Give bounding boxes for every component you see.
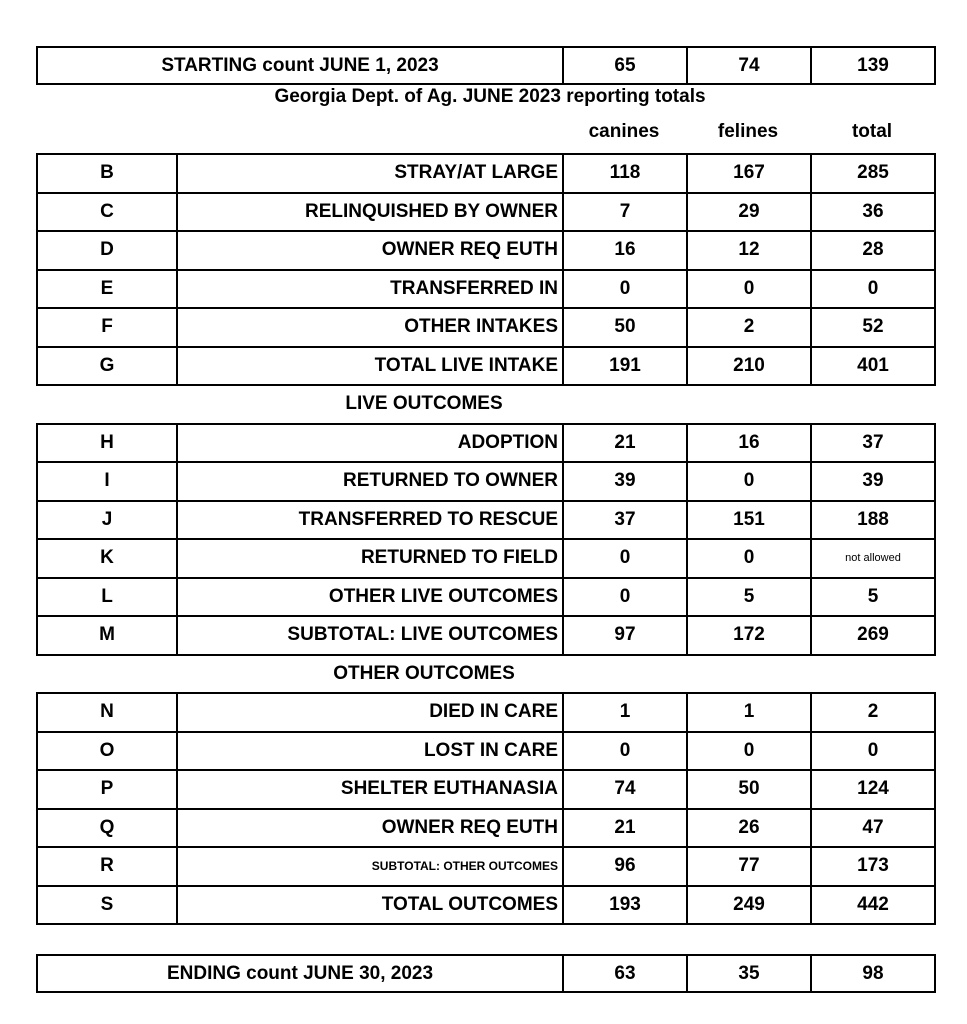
row-code: P — [37, 770, 177, 809]
table-row — [37, 616, 935, 655]
row-total: 28 — [811, 231, 935, 270]
table-row — [37, 809, 935, 848]
report-table — [36, 153, 936, 925]
section-spacer — [811, 385, 935, 424]
row-felines: 210 — [687, 347, 811, 386]
row-code: I — [37, 462, 177, 501]
row-felines: 12 — [687, 231, 811, 270]
table-row — [37, 847, 935, 886]
row-code: R — [37, 847, 177, 886]
row-total: 52 — [811, 308, 935, 347]
other-outcomes-heading: OTHER OUTCOMES — [333, 662, 515, 684]
row-canines: 0 — [563, 578, 687, 617]
row-canines: 193 — [563, 886, 687, 925]
row-label: RETURNED TO FIELD — [177, 539, 563, 578]
row-label: OTHER LIVE OUTCOMES — [177, 578, 563, 617]
ending-canines: 63 — [563, 955, 687, 992]
row-canines: 118 — [563, 154, 687, 193]
row-label: DIED IN CARE — [177, 693, 563, 732]
row-label: STRAY/AT LARGE — [177, 154, 563, 193]
starting-felines: 74 — [687, 47, 811, 84]
row-label: LOST IN CARE — [177, 732, 563, 771]
starting-total: 139 — [811, 47, 935, 84]
row-total: 36 — [811, 193, 935, 232]
row-code: K — [37, 539, 177, 578]
row-code: J — [37, 501, 177, 540]
live-outcomes-heading-row — [37, 385, 935, 424]
row-code: Q — [37, 809, 177, 848]
ending-count-label: ENDING count JUNE 30, 2023 — [37, 955, 563, 992]
table-row — [37, 693, 935, 732]
header-canines: canines — [588, 121, 660, 142]
row-code: F — [37, 308, 177, 347]
table-row — [37, 270, 935, 309]
row-felines: 16 — [687, 424, 811, 463]
ending-count-table — [36, 954, 936, 993]
row-label: SUBTOTAL: LIVE OUTCOMES — [177, 616, 563, 655]
table-row — [37, 732, 935, 771]
table-row — [37, 193, 935, 232]
row-label: TOTAL LIVE INTAKE — [177, 347, 563, 386]
row-total: 124 — [811, 770, 935, 809]
table-row — [37, 886, 935, 925]
row-canines: 21 — [563, 809, 687, 848]
table-row — [37, 539, 935, 578]
row-canines: 7 — [563, 193, 687, 232]
section-spacer — [811, 655, 935, 694]
header-total: total — [851, 121, 893, 142]
row-total: 188 — [811, 501, 935, 540]
row-felines: 0 — [687, 539, 811, 578]
row-canines: 74 — [563, 770, 687, 809]
row-total: 401 — [811, 347, 935, 386]
row-total: 5 — [811, 578, 935, 617]
row-code: D — [37, 231, 177, 270]
row-canines: 0 — [563, 539, 687, 578]
row-label: TRANSFERRED IN — [177, 270, 563, 309]
row-canines: 50 — [563, 308, 687, 347]
row-felines: 50 — [687, 770, 811, 809]
row-code: B — [37, 154, 177, 193]
row-canines: 21 — [563, 424, 687, 463]
header-felines: felines — [717, 121, 779, 142]
report-title: Georgia Dept. of Ag. JUNE 2023 reporting totals — [274, 86, 706, 107]
row-canines: 0 — [563, 732, 687, 771]
row-felines: 172 — [687, 616, 811, 655]
table-row — [37, 501, 935, 540]
row-felines: 5 — [687, 578, 811, 617]
live-outcomes-heading: LIVE OUTCOMES — [345, 393, 503, 415]
row-code: H — [37, 424, 177, 463]
table-row — [37, 154, 935, 193]
ending-felines: 35 — [687, 955, 811, 992]
row-label: OWNER REQ EUTH — [177, 809, 563, 848]
row-total: 0 — [811, 270, 935, 309]
table-row — [37, 770, 935, 809]
row-label: RETURNED TO OWNER — [177, 462, 563, 501]
row-felines: 29 — [687, 193, 811, 232]
table-row — [37, 462, 935, 501]
row-canines: 0 — [563, 270, 687, 309]
table-row — [37, 578, 935, 617]
row-total: 39 — [811, 462, 935, 501]
row-felines: 249 — [687, 886, 811, 925]
row-label: ADOPTION — [177, 424, 563, 463]
row-felines: 0 — [687, 732, 811, 771]
row-canines: 39 — [563, 462, 687, 501]
row-total: 285 — [811, 154, 935, 193]
table-row — [37, 231, 935, 270]
table-row — [37, 308, 935, 347]
row-label: TRANSFERRED TO RESCUE — [177, 501, 563, 540]
row-total: 37 — [811, 424, 935, 463]
row-felines: 167 — [687, 154, 811, 193]
row-felines: 1 — [687, 693, 811, 732]
other-outcomes-heading-row — [37, 655, 935, 694]
row-code: C — [37, 193, 177, 232]
row-felines: 151 — [687, 501, 811, 540]
row-code: L — [37, 578, 177, 617]
starting-count-label: STARTING count JUNE 1, 2023 — [37, 47, 563, 84]
row-canines: 16 — [563, 231, 687, 270]
row-code: N — [37, 693, 177, 732]
row-total: 269 — [811, 616, 935, 655]
row-canines: 97 — [563, 616, 687, 655]
row-total: not allowed — [811, 539, 935, 578]
row-canines: 1 — [563, 693, 687, 732]
row-code: O — [37, 732, 177, 771]
row-total: 47 — [811, 809, 935, 848]
row-felines: 26 — [687, 809, 811, 848]
row-canines: 191 — [563, 347, 687, 386]
row-total: 173 — [811, 847, 935, 886]
starting-count-table — [36, 46, 936, 85]
row-label: SHELTER EUTHANASIA — [177, 770, 563, 809]
row-total: 0 — [811, 732, 935, 771]
row-label: OTHER INTAKES — [177, 308, 563, 347]
table-row — [37, 347, 935, 386]
row-felines: 0 — [687, 462, 811, 501]
row-total: 442 — [811, 886, 935, 925]
row-label: TOTAL OUTCOMES — [177, 886, 563, 925]
row-canines: 37 — [563, 501, 687, 540]
ending-total: 98 — [811, 955, 935, 992]
row-code: M — [37, 616, 177, 655]
row-code: G — [37, 347, 177, 386]
starting-canines: 65 — [563, 47, 687, 84]
row-label: SUBTOTAL: OTHER OUTCOMES — [177, 847, 563, 886]
row-felines: 0 — [687, 270, 811, 309]
row-felines: 2 — [687, 308, 811, 347]
row-code: E — [37, 270, 177, 309]
row-total: 2 — [811, 693, 935, 732]
row-label: OWNER REQ EUTH — [177, 231, 563, 270]
row-code: S — [37, 886, 177, 925]
table-row — [37, 424, 935, 463]
row-canines: 96 — [563, 847, 687, 886]
row-label: RELINQUISHED BY OWNER — [177, 193, 563, 232]
row-felines: 77 — [687, 847, 811, 886]
